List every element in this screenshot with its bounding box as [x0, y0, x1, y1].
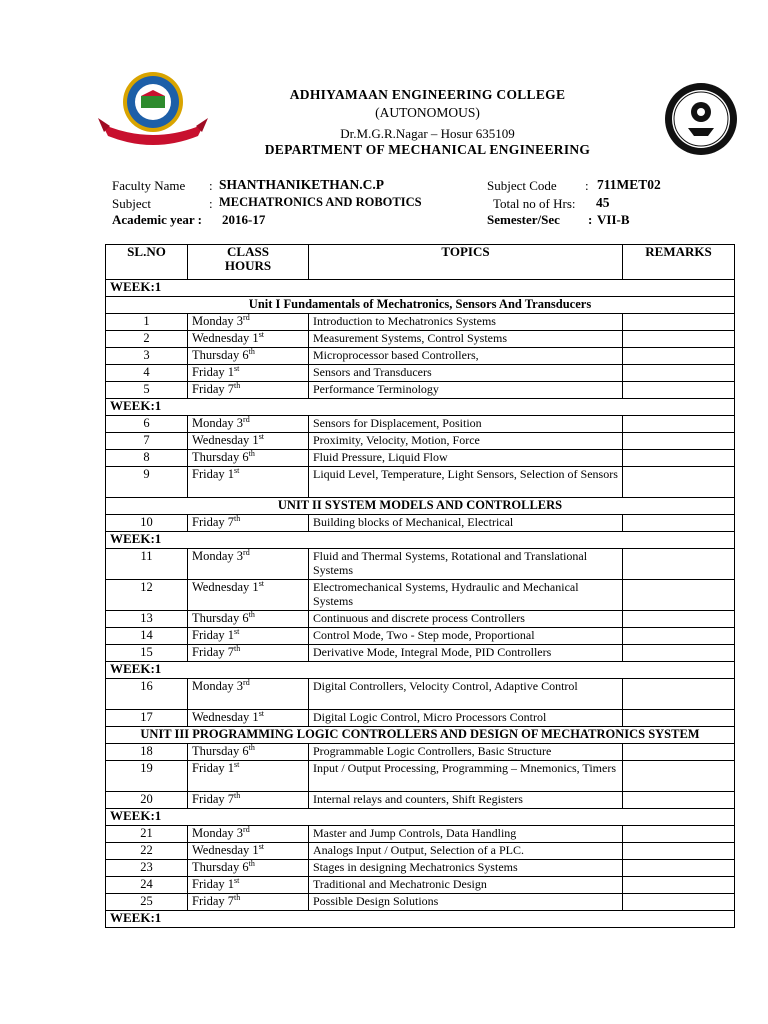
row-sl-no: 4 [106, 365, 188, 382]
year-label: Academic year : [112, 212, 203, 227]
table-row [106, 860, 735, 877]
row-topic: Performance Terminology [309, 382, 623, 399]
table-row [106, 679, 735, 710]
row-remarks [623, 549, 735, 580]
row-remarks [623, 894, 735, 911]
table-row [106, 645, 735, 662]
row-remarks [623, 348, 735, 365]
department-logo [664, 82, 738, 156]
row-day: Friday 7 [192, 792, 235, 806]
row-remarks [623, 450, 735, 467]
row-day: Wednesday 1 [192, 331, 259, 345]
row-sl-no: 14 [106, 628, 188, 645]
row-day: Wednesday 1 [192, 580, 259, 594]
row-day: Friday 7 [192, 382, 235, 396]
header-remarks: REMARKS [623, 245, 735, 280]
table-row [106, 365, 735, 382]
week-label: WEEK:1 [106, 532, 735, 549]
row-remarks [623, 877, 735, 894]
row-class-hour [188, 679, 309, 710]
subject-colon: : [209, 196, 213, 211]
row-topic: Input / Output Processing, Programming – Mnemonics, Timers [309, 761, 623, 792]
header-class-hours: CLASS HOURS [188, 245, 309, 280]
row-class-hour [188, 645, 309, 662]
table-row [106, 314, 735, 331]
row-remarks [623, 382, 735, 399]
row-remarks [623, 860, 735, 877]
table-row [106, 580, 735, 611]
row-topic: Digital Controllers, Velocity Control, Adaptive Control [309, 679, 623, 710]
row-day: Thursday 6 [192, 450, 249, 464]
row-remarks [623, 515, 735, 532]
college-name: ADHIYAMAAN ENGINEERING COLLEGE [289, 87, 566, 102]
row-remarks [623, 331, 735, 348]
row-day-suffix: th [234, 893, 241, 902]
row-topic: Programmable Logic Controllers, Basic Structure [309, 744, 623, 761]
row-class-hour [188, 580, 309, 611]
row-topic: Introduction to Mechatronics Systems [309, 314, 623, 331]
row-class-hour [188, 433, 309, 450]
row-sl-no: 18 [106, 744, 188, 761]
table-row [106, 877, 735, 894]
row-day-suffix: th [234, 514, 241, 523]
row-sl-no: 17 [106, 710, 188, 727]
row-remarks [623, 710, 735, 727]
table-row [106, 744, 735, 761]
row-day-suffix: th [234, 644, 241, 653]
row-class-hour [188, 710, 309, 727]
table-row [106, 450, 735, 467]
row-class-hour [188, 314, 309, 331]
row-day-suffix: rd [243, 313, 250, 322]
row-day-suffix: th [248, 449, 255, 458]
row-topic: Sensors for Displacement, Position [309, 416, 623, 433]
table-row [106, 710, 735, 727]
row-topic: Liquid Level, Temperature, Light Sensors, Selection of Sensors [309, 467, 623, 498]
row-remarks [623, 744, 735, 761]
row-sl-no: 8 [106, 450, 188, 467]
row-day-suffix: rd [243, 678, 250, 687]
row-remarks [623, 679, 735, 710]
table-row [106, 894, 735, 911]
row-day: Monday 3 [192, 826, 244, 840]
row-class-hour [188, 416, 309, 433]
row-topic: Sensors and Transducers [309, 365, 623, 382]
unit-2-heading: UNIT II SYSTEM MODELS AND CONTROLLERS [106, 498, 735, 515]
row-day: Friday 1 [192, 761, 235, 775]
row-topic: Fluid and Thermal Systems, Rotational and Translational Systems [309, 549, 623, 580]
faculty-value: SHANTHANIKETHAN.C.P [219, 177, 385, 192]
row-day: Monday 3 [192, 314, 244, 328]
row-day: Friday 7 [192, 645, 235, 659]
row-sl-no: 19 [106, 761, 188, 792]
row-day-suffix: rd [243, 415, 250, 424]
row-topic: Proximity, Velocity, Motion, Force [309, 433, 623, 450]
row-topic: Fluid Pressure, Liquid Flow [309, 450, 623, 467]
unit-row [106, 297, 735, 314]
row-class-hour [188, 515, 309, 532]
row-class-hour [188, 467, 309, 498]
row-topic: Possible Design Solutions [309, 894, 623, 911]
week-label: WEEK:1 [106, 280, 735, 297]
row-day-suffix: th [248, 347, 255, 356]
row-class-hour [188, 826, 309, 843]
table-row [106, 382, 735, 399]
row-day: Thursday 6 [192, 348, 249, 362]
row-remarks [623, 628, 735, 645]
row-topic: Control Mode, Two - Step mode, Proportional [309, 628, 623, 645]
row-sl-no: 13 [106, 611, 188, 628]
table-row [106, 416, 735, 433]
row-topic: Stages in designing Mechatronics Systems [309, 860, 623, 877]
row-sl-no: 25 [106, 894, 188, 911]
semester-label: Semester/Sec [487, 212, 560, 227]
table-row [106, 331, 735, 348]
row-class-hour [188, 365, 309, 382]
subject-code-label: Subject Code [487, 178, 557, 193]
row-class-hour [188, 348, 309, 365]
row-day-suffix: th [234, 791, 241, 800]
row-class-hour [188, 894, 309, 911]
row-day-suffix: st [234, 760, 240, 769]
row-day: Friday 1 [192, 365, 235, 379]
row-day: Thursday 6 [192, 860, 249, 874]
row-class-hour [188, 792, 309, 809]
row-sl-no: 10 [106, 515, 188, 532]
row-sl-no: 21 [106, 826, 188, 843]
row-day-suffix: st [234, 466, 240, 475]
college-address: Dr.M.G.R.Nagar – Hosur 635109 [340, 126, 515, 141]
department-name: DEPARTMENT OF MECHANICAL ENGINEERING [264, 142, 591, 157]
subject-code-value: 711MET02 [597, 177, 661, 192]
row-class-hour [188, 450, 309, 467]
week-label: WEEK:1 [106, 662, 735, 679]
week-row [106, 532, 735, 549]
row-day-suffix: st [258, 842, 265, 851]
week-label: WEEK:1 [106, 399, 735, 416]
week-label: WEEK:1 [106, 809, 735, 826]
row-remarks [623, 314, 735, 331]
row-remarks [623, 580, 735, 611]
college-status: (AUTONOMOUS) [375, 105, 480, 120]
row-topic: Continuous and discrete process Controllers [309, 611, 623, 628]
row-day: Monday 3 [192, 416, 244, 430]
row-day: Wednesday 1 [192, 433, 259, 447]
total-hours-label: Total no of Hrs: [493, 196, 576, 211]
row-remarks [623, 792, 735, 809]
week-row [106, 911, 735, 928]
row-topic: Digital Logic Control, Micro Processors Control [309, 710, 623, 727]
row-remarks [623, 645, 735, 662]
total-hours-value: 45 [596, 195, 610, 210]
row-day: Wednesday 1 [192, 843, 259, 857]
week-label: WEEK:1 [106, 911, 735, 928]
row-day-suffix: th [234, 381, 241, 390]
row-remarks [623, 467, 735, 498]
row-class-hour [188, 549, 309, 580]
unit-row [106, 727, 735, 744]
row-sl-no: 23 [106, 860, 188, 877]
row-sl-no: 1 [106, 314, 188, 331]
row-remarks [623, 416, 735, 433]
row-remarks [623, 843, 735, 860]
subject-code-colon: : [585, 178, 589, 193]
table-header-row [106, 245, 735, 280]
row-day-suffix: st [258, 709, 265, 718]
row-day-suffix: st [258, 330, 265, 339]
row-day-suffix: st [258, 579, 265, 588]
row-class-hour [188, 382, 309, 399]
row-topic: Derivative Mode, Integral Mode, PID Controllers [309, 645, 623, 662]
row-sl-no: 22 [106, 843, 188, 860]
table-row [106, 611, 735, 628]
semester-colon: : [588, 212, 593, 227]
row-day: Friday 7 [192, 515, 235, 529]
week-row [106, 399, 735, 416]
row-day: Thursday 6 [192, 744, 249, 758]
row-sl-no: 2 [106, 331, 188, 348]
row-day: Friday 1 [192, 877, 235, 891]
row-day-suffix: st [234, 627, 240, 636]
row-day-suffix: st [234, 364, 240, 373]
row-remarks [623, 611, 735, 628]
row-sl-no: 16 [106, 679, 188, 710]
table-row [106, 348, 735, 365]
table-row [106, 843, 735, 860]
week-row [106, 809, 735, 826]
row-topic: Microprocessor based Controllers, [309, 348, 623, 365]
row-remarks [623, 433, 735, 450]
table-row [106, 467, 735, 498]
row-sl-no: 24 [106, 877, 188, 894]
faculty-label: Faculty Name [112, 178, 186, 193]
row-topic: Traditional and Mechatronic Design [309, 877, 623, 894]
row-day-suffix: th [248, 743, 255, 752]
row-topic: Master and Jump Controls, Data Handling [309, 826, 623, 843]
unit-row [106, 498, 735, 515]
row-class-hour [188, 628, 309, 645]
row-class-hour [188, 877, 309, 894]
week-row [106, 280, 735, 297]
row-day: Monday 3 [192, 549, 244, 563]
subject-label: Subject [112, 196, 151, 211]
row-remarks [623, 826, 735, 843]
row-remarks [623, 365, 735, 382]
row-sl-no: 3 [106, 348, 188, 365]
row-day-suffix: st [234, 876, 240, 885]
row-class-hour [188, 744, 309, 761]
week-row [106, 662, 735, 679]
row-topic: Measurement Systems, Control Systems [309, 331, 623, 348]
row-day: Thursday 6 [192, 611, 249, 625]
row-topic: Building blocks of Mechanical, Electrical [309, 515, 623, 532]
row-day-suffix: rd [243, 825, 250, 834]
row-day: Friday 1 [192, 467, 235, 481]
row-day-suffix: st [258, 432, 265, 441]
row-class-hour [188, 860, 309, 877]
year-value: 2016-17 [222, 212, 266, 227]
subject-value: MECHATRONICS AND ROBOTICS [219, 195, 422, 209]
table-row [106, 549, 735, 580]
row-day: Friday 1 [192, 628, 235, 642]
row-sl-no: 20 [106, 792, 188, 809]
header-sl-no: SL.NO [106, 245, 188, 280]
row-sl-no: 12 [106, 580, 188, 611]
row-sl-no: 7 [106, 433, 188, 450]
row-day-suffix: rd [243, 548, 250, 557]
unit-1-heading: Unit I Fundamentals of Mechatronics, Sensors And Transducers [106, 297, 735, 314]
row-day: Friday 7 [192, 894, 235, 908]
row-day: Wednesday 1 [192, 710, 259, 724]
table-row [106, 761, 735, 792]
row-class-hour [188, 843, 309, 860]
row-sl-no: 6 [106, 416, 188, 433]
unit-3-heading: UNIT III PROGRAMMING LOGIC CONTROLLERS AND DESIGN OF MECHATRONICS SYSTEM [106, 727, 735, 744]
row-sl-no: 15 [106, 645, 188, 662]
row-day: Monday 3 [192, 679, 244, 693]
college-logo [98, 66, 208, 146]
row-topic: Analogs Input / Output, Selection of a PLC. [309, 843, 623, 860]
row-topic: Electromechanical Systems, Hydraulic and Mechanical Systems [309, 580, 623, 611]
row-sl-no: 5 [106, 382, 188, 399]
row-class-hour [188, 331, 309, 348]
row-day-suffix: th [248, 610, 255, 619]
table-row [106, 792, 735, 809]
table-row [106, 515, 735, 532]
row-remarks [623, 761, 735, 792]
header-topics: TOPICS [309, 245, 623, 280]
faculty-colon: : [209, 178, 213, 193]
schedule-table [105, 244, 735, 928]
row-class-hour [188, 761, 309, 792]
semester-value: VII-B [597, 212, 630, 227]
row-sl-no: 11 [106, 549, 188, 580]
table-row [106, 433, 735, 450]
table-row [106, 826, 735, 843]
row-sl-no: 9 [106, 467, 188, 498]
row-class-hour [188, 611, 309, 628]
row-topic: Internal relays and counters, Shift Registers [309, 792, 623, 809]
row-day-suffix: th [248, 859, 255, 868]
table-row [106, 628, 735, 645]
